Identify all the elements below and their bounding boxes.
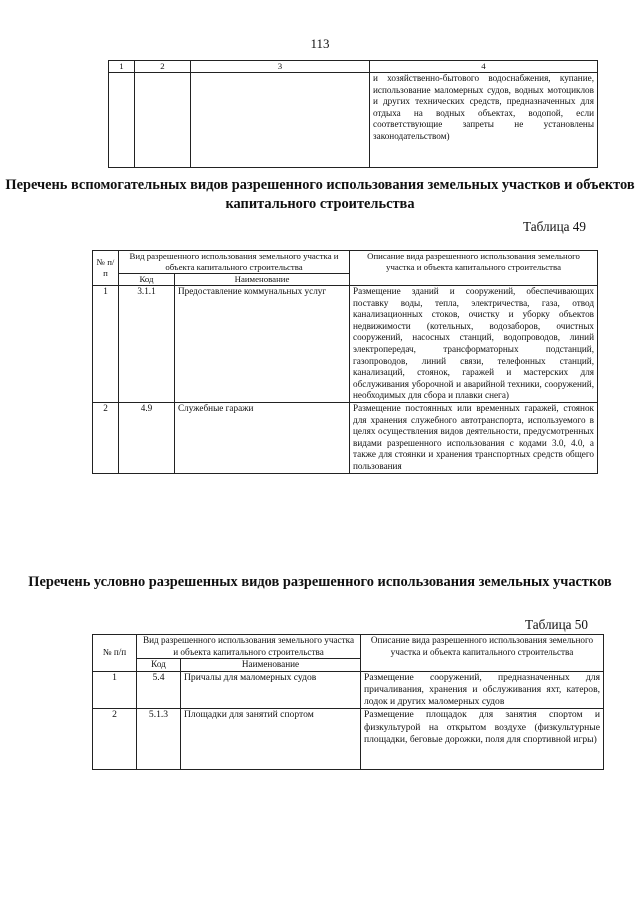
continuation-table <box>108 60 598 168</box>
row-description: Размещение площадок для занятия спортом и физкультурой на открытом воздухе (физкультурные площадки, беговые дорожки, поля для спортивной игры) <box>361 709 604 770</box>
col-name-header: Наименование <box>175 274 350 286</box>
col-group-header: Вид разрешенного использования земельного участка и объекта капитального строительства <box>137 635 361 659</box>
column-number-2: 2 <box>135 61 191 73</box>
col-code-header: Код <box>137 659 181 672</box>
row-code: 3.1.1 <box>119 286 175 403</box>
col-description-header: Описание вида разрешенного использования земельного участка и объекта капитального строительства <box>361 635 604 672</box>
col-code-header: Код <box>119 274 175 286</box>
row-description: Размещение зданий и сооружений, обеспечивающих поставку воды, тепла, электричества, газа, отвод канализационных стоков, очистку и уборку объектов недвижимости (котельных, водозаборов, очистных сооружений, насосных станций, водопроводов, линий электропередач, трансформаторных подстанций, газопроводов, линий связи, телефонных станций, канализаций, стоянок, гаражей и мастерских для обслуживания уборочной и аварийной техники, сооружений, необходимых для сбора и плавки снега) <box>350 286 598 403</box>
col-group-header: Вид разрешенного использования земельного участка и объекта капитального строительства <box>119 251 350 274</box>
row-description: Размещение постоянных или временных гаражей, стоянок для хранения служебного автотранспорта, используемого в целях осуществления видов деятельности, предусмотренных видами разрешенного использования с кодами 3.0, 4.0, а также для стоянки и хранения транспортных средств общего пользования <box>350 402 598 473</box>
page-number: 113 <box>310 36 330 51</box>
table-row <box>93 286 598 403</box>
continuation-text: и хозяйственно-бытового водоснабжения, купание, использование маломерных судов, водных мотоциклов и других технических средств, предназначенных для отдыха на водных объектах, водопой, если соответствующие запреты не установлены законодательством) <box>370 73 598 168</box>
col-number-header: № п/п <box>93 251 119 286</box>
row-number: 2 <box>93 402 119 473</box>
col-name-header: Наименование <box>181 659 361 672</box>
row-number: 2 <box>93 709 137 770</box>
row-name: Площадки для занятий спортом <box>181 709 361 770</box>
table49-caption: Таблица 49 <box>523 219 586 234</box>
row-code: 5.1.3 <box>137 709 181 770</box>
row-description: Размещение сооружений, предназначенных для причаливания, хранения и обслуживания яхт, катеров, лодок и других маломерных судов <box>361 671 604 709</box>
table-50 <box>92 634 604 770</box>
section2-heading: Перечень условно разрешенных видов разрешенного использования земельных участков <box>28 574 612 590</box>
row-number: 1 <box>93 671 137 709</box>
column-number-3: 3 <box>191 61 370 73</box>
table-49 <box>92 250 598 474</box>
table-row <box>93 402 598 473</box>
column-number-4: 4 <box>370 61 598 73</box>
table-row <box>93 671 604 709</box>
col-description-header: Описание вида разрешенного использования земельного участка и объекта капитального строительства <box>350 251 598 286</box>
table-row <box>93 709 604 770</box>
table50-caption: Таблица 50 <box>525 617 588 632</box>
section1-heading: Перечень вспомогательных видов разрешенного использования земельных участков и объектов капитального строительства <box>5 177 635 212</box>
column-number-1: 1 <box>109 61 135 73</box>
col-number-header: № п/п <box>93 635 137 672</box>
row-name: Причалы для маломерных судов <box>181 671 361 709</box>
row-name: Предоставление коммунальных услуг <box>175 286 350 403</box>
row-number: 1 <box>93 286 119 403</box>
row-name: Служебные гаражи <box>175 402 350 473</box>
row-code: 4.9 <box>119 402 175 473</box>
row-code: 5.4 <box>137 671 181 709</box>
